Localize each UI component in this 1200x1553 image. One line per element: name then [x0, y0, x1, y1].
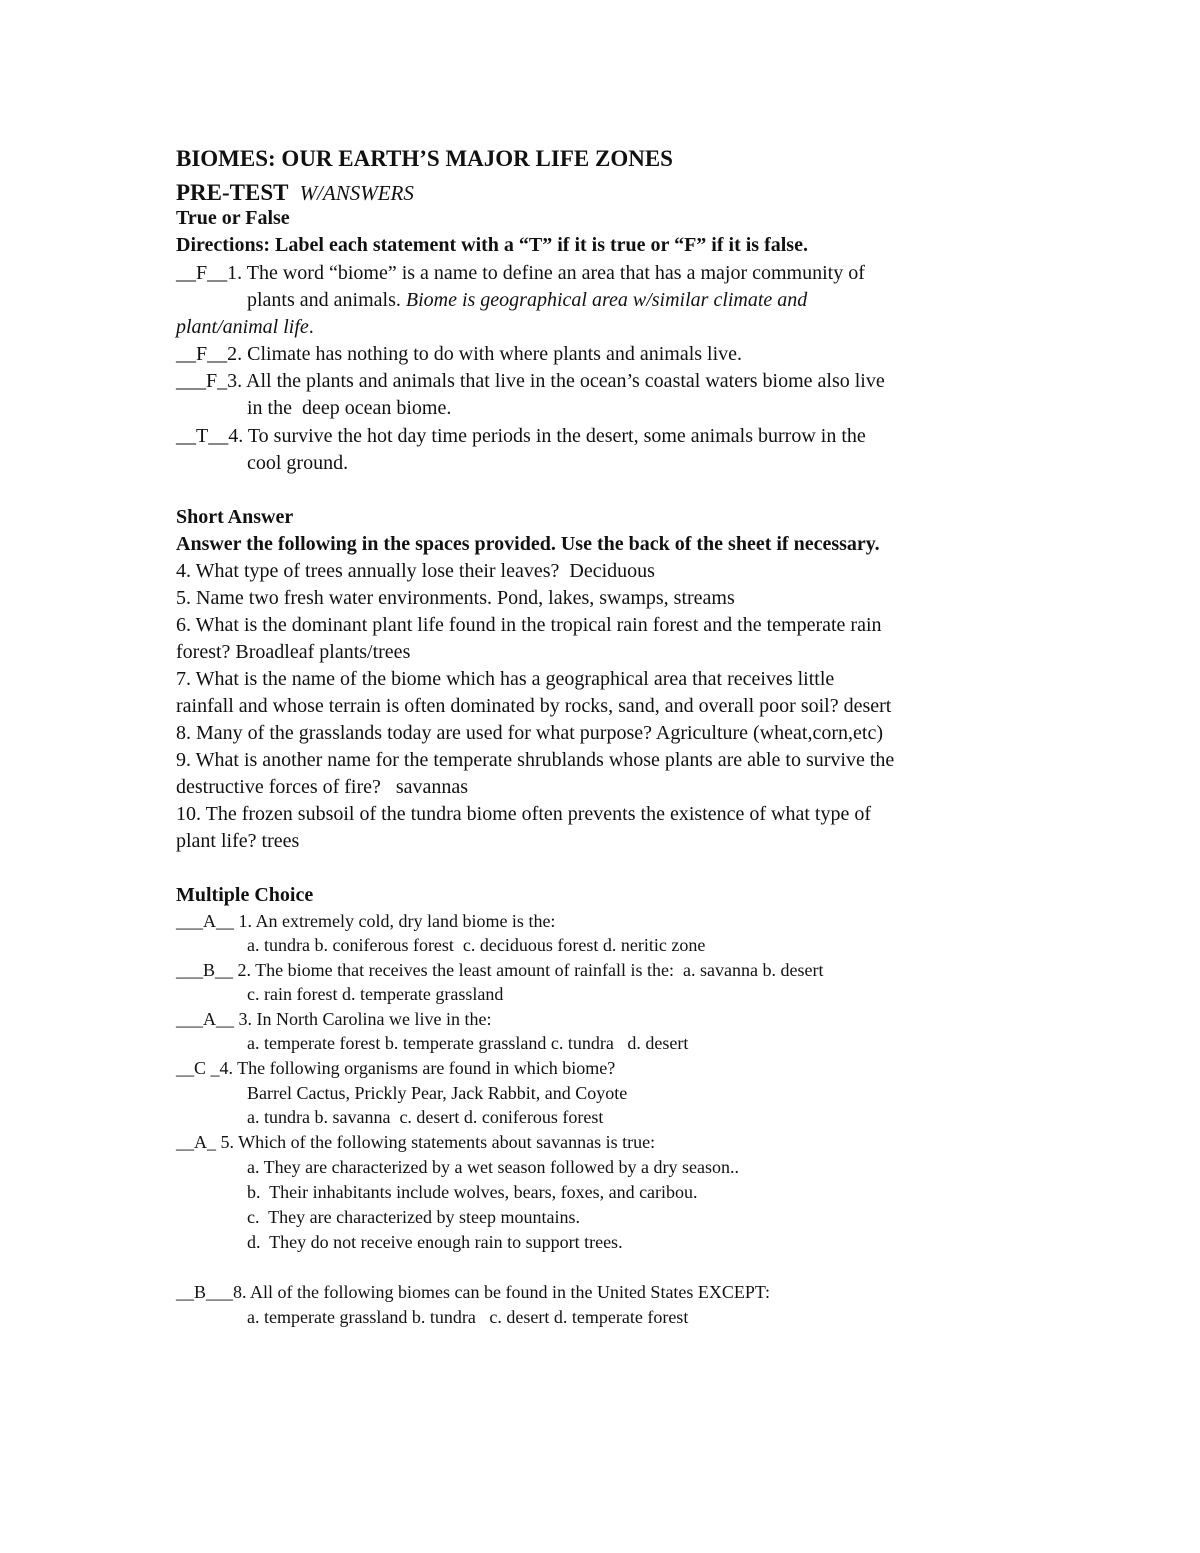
short-answer-line: 8. Many of the grasslands today are used for what purpose? Agriculture (wheat,corn,etc) — [176, 722, 883, 744]
mc-option-line: a. temperate forest b. temperate grassland c. tundra d. desert — [247, 1033, 689, 1053]
pretest-sublabel: W/ANSWERS — [299, 181, 414, 205]
short-answer-line: 9. What is another name for the temperate shrublands whose plants are able to survive the — [176, 749, 895, 771]
pretest-heading — [176, 181, 414, 204]
mc-option-line: a. tundra b. coniferous forest c. deciduous forest d. neritic zone — [247, 935, 706, 955]
pretest-label: PRE-TEST — [176, 180, 289, 205]
short-answer-line: plant life? trees — [176, 830, 300, 852]
tf-question-1-note-b: plant/animal life — [176, 316, 309, 338]
tf-question-1-line-2 — [247, 290, 807, 310]
short-answer-line: 7. What is the name of the biome which has a geographical area that receives little — [176, 668, 835, 690]
mc-option-line: d. They do not receive enough rain to support trees. — [247, 1232, 623, 1252]
tf-question-1-text: plants and animals. — [247, 289, 401, 311]
mc-question-line: __A_ 5. Which of the following statements about savannas is true: — [176, 1132, 656, 1152]
true-false-directions: Directions: Label each statement with a “T” if it is true or “F” if it is false. — [176, 234, 808, 256]
tf-question-3-line-2: in the deep ocean biome. — [247, 397, 452, 419]
true-false-heading: True or False — [176, 207, 290, 229]
tf-question-2: __F__2. Climate has nothing to do with where plants and animals live. — [176, 343, 743, 365]
short-answer-heading: Short Answer — [176, 506, 294, 528]
short-answer-line: 10. The frozen subsoil of the tundra biome often prevents the existence of what type of — [176, 803, 871, 825]
short-answer-line: rainfall and whose terrain is often dominated by rocks, sand, and overall poor soil? desert — [176, 695, 892, 717]
short-answer-line: 5. Name two fresh water environments. Pond, lakes, swamps, streams — [176, 587, 735, 609]
multiple-choice-heading: Multiple Choice — [176, 884, 314, 906]
mc-question-line: __C _4. The following organisms are found in which biome? — [176, 1058, 616, 1078]
mc-option-line: b. Their inhabitants include wolves, bears, foxes, and caribou. — [247, 1182, 698, 1202]
short-answer-line: forest? Broadleaf plants/trees — [176, 641, 411, 663]
tf-question-4-line-1: __T__4. To survive the hot day time periods in the desert, some animals burrow in the — [176, 425, 866, 447]
mc-option-line: c. They are characterized by steep mountains. — [247, 1207, 581, 1227]
mc-option-line: a. temperate grassland b. tundra c. desert d. temperate forest — [247, 1307, 689, 1327]
short-answer-line: 6. What is the dominant plant life found in the tropical rain forest and the temperate rain — [176, 614, 882, 636]
mc-question-line: __B___8. All of the following biomes can be found in the United States EXCEPT: — [176, 1282, 771, 1302]
mc-option-line: a. They are characterized by a wet season followed by a dry season.. — [247, 1157, 739, 1177]
mc-question-line: ___B__ 2. The biome that receives the least amount of rainfall is the: a. savanna b. desert — [176, 960, 824, 980]
document-title: BIOMES: OUR EARTH’S MAJOR LIFE ZONES — [176, 146, 673, 171]
mc-option-line: Barrel Cactus, Prickly Pear, Jack Rabbit, and Coyote — [247, 1083, 628, 1103]
mc-option-line: c. rain forest d. temperate grassland — [247, 984, 504, 1004]
tf-question-1-line-1: __F__1. The word “biome” is a name to define an area that has a major community of — [176, 262, 865, 284]
short-answer-line: 4. What type of trees annually lose their leaves? Deciduous — [176, 560, 655, 582]
tf-question-1-note-a: Biome is geographical area w/similar climate and — [405, 289, 808, 311]
tf-question-3-line-1: ___F_3. All the plants and animals that live in the ocean’s coastal waters biome also live — [176, 370, 885, 392]
short-answer-directions: Answer the following in the spaces provided. Use the back of the sheet if necessary. — [176, 533, 880, 555]
tf-question-4-line-2: cool ground. — [247, 452, 349, 474]
short-answer-line: destructive forces of fire? savannas — [176, 776, 469, 798]
tf-question-1-line-3 — [176, 317, 314, 337]
mc-option-line: a. tundra b. savanna c. desert d. coniferous forest — [247, 1107, 604, 1127]
tf-question-1-note-end: . — [308, 316, 314, 338]
mc-question-line: ___A__ 1. An extremely cold, dry land biome is the: — [176, 911, 556, 931]
mc-question-line: ___A__ 3. In North Carolina we live in the: — [176, 1009, 492, 1029]
